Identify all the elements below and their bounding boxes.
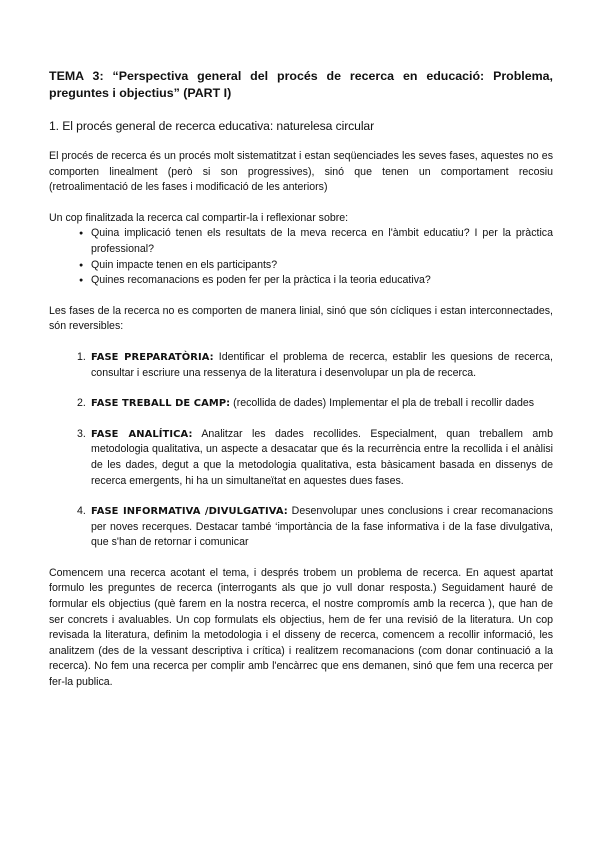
section-heading: 1. El procés general de recerca educativa: naturelesa circular	[49, 119, 375, 133]
share-intro-paragraph: Un cop finalitzada la recerca cal compartir-la i reflexionar sobre:	[49, 211, 349, 224]
intro-paragraph: El procés de recerca és un procés molt sistematitzat i estan seqüenciades les seves fases, aquestes no es comporten linealment (però si son progressives), sinó que tenen un comportament recosiu (retroalimentació de les fases i modificació de les anteriors)	[49, 150, 553, 194]
phase-item-informativa	[77, 504, 554, 551]
phase-title: FASE PREPARATÒRIA:	[91, 351, 214, 363]
phase-text: Desenvolupar unes conclusions i crear recomanacions per noves recerques. Destacar també ‘importància de la fase informativa i de la fase divulgativa, que s'han de retornar i comunicar	[91, 505, 554, 549]
phase-number: 3.	[77, 427, 86, 440]
phase-item-analitica	[77, 427, 554, 489]
phase-number: 1.	[77, 350, 86, 363]
phases-intro-paragraph: Les fases de la recerca no es comporten de manera linial, sinó que són cícliques i estan interconnectades, són reversibles:	[49, 304, 553, 333]
phase-text: (recollida de dades) Implementar el pla de treball i recollir dades	[230, 397, 535, 410]
phase-item-preparatoria	[77, 350, 553, 381]
phase-number: 2.	[77, 397, 86, 410]
document-body	[49, 68, 553, 691]
closing-paragraph: Comencem una recerca acotant el tema, i després trobem un problema de recerca. En aquest apartat formulo les preguntes de recerca (interrogants als que jo vull donar resposta.) Seguidament hauré de formular els objectius (què farem en la nostra recerca, el nostre compromís amb la recerca ), que han de ser concrets i avaluables. Un cop formulats els objectius, hem de fer una revisió de la literatura. Un cop revisada la literatura, definim la metodologia i el disseny de recerca, comencem a recollir informació, les analitzem (des de la vessant descriptiva i crítica) i realitzem recomanacions (com donar continuació a la recerca). No fem una recerca per complir amb l'encàrrec que ens demanen, sinó que fem una recerca per fer-la publica.	[49, 566, 553, 689]
phase-title: FASE TREBALL DE CAMP:	[91, 398, 231, 410]
phase-title: FASE INFORMATIVA /DIVULGATIVA:	[91, 506, 288, 518]
phase-text: Identificar el problema de recerca, establir les quesions de recerca, consultar i escriure una ressenya de la literatura i desenvolupar un pla de recerca.	[91, 350, 553, 379]
document-title: TEMA 3: “Perspectiva general del procés de recerca en educació: Problema, preguntes i objectius” (PART I)	[49, 69, 553, 100]
list-item: ● Quina implicació tenen els resultats de la meva recerca en l'àmbit educatiu? I per la pràctica professional?	[91, 226, 553, 257]
phases-list	[49, 350, 553, 551]
phase-item-treball-de-camp	[77, 396, 553, 412]
reflection-questions-list	[49, 226, 553, 288]
phase-number: 4.	[77, 505, 86, 518]
list-item: ● Quines recomanacions es poden fer per la pràctica i la teoria educativa?	[91, 273, 553, 289]
phase-text: Analitzar les dades recollides. Especialment, quan treballem amb metodologia qualitativa, un aspecte a desacatar que és la recurrència entre la recollida i el anàlisi de les dades, degut a que la metodologia qualitativa, esta bàsicament basada en dissenys de recerca emergents, hi ha un simultaneïtat en aquestes dues fases.	[91, 427, 554, 487]
list-item: ● Quin impacte tenen en els participants?	[91, 258, 553, 274]
phase-title: FASE ANALÍTICA:	[91, 428, 193, 440]
